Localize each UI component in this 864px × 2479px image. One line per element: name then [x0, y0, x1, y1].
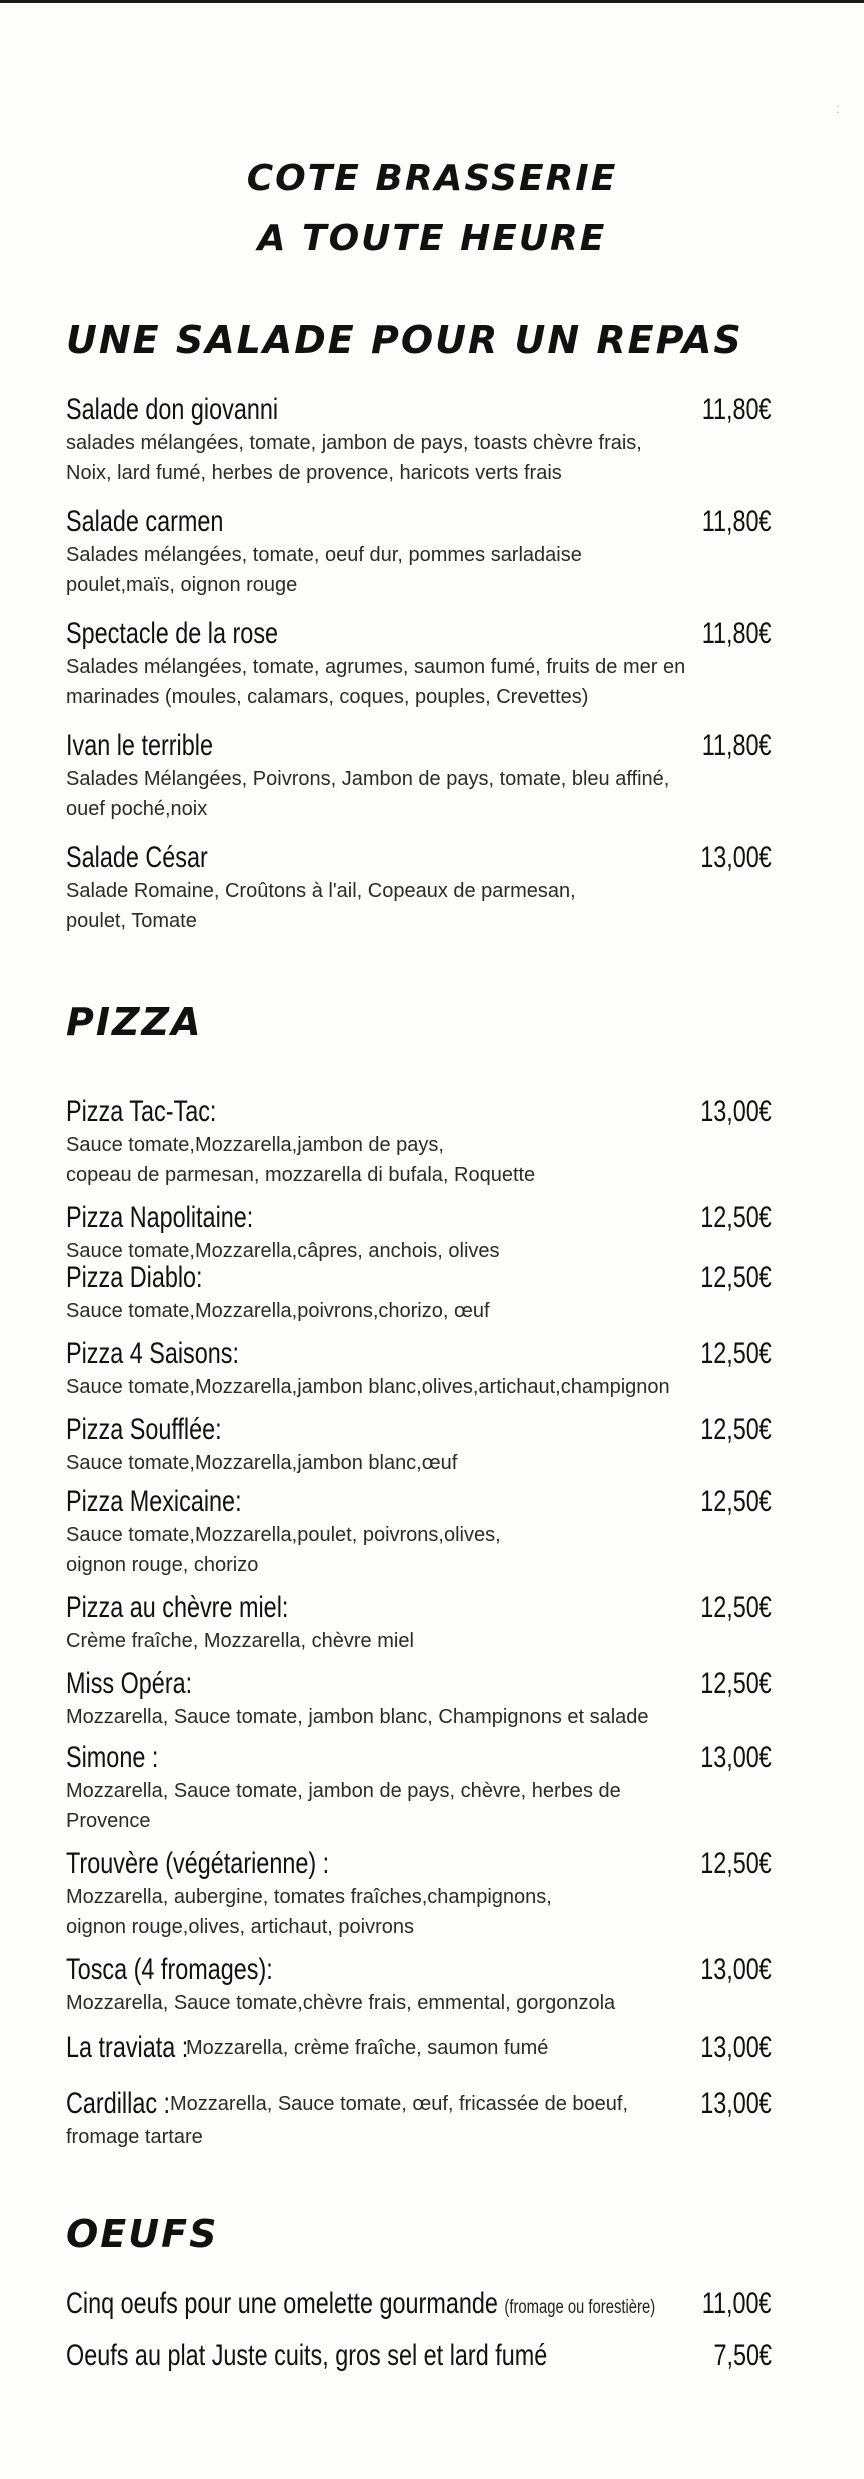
item-name: Salade carmen [66, 505, 224, 538]
item-description: salades mélangées, tomate, jambon de pays, toasts chèvre frais, [66, 432, 642, 454]
item-price: 13,00€ [700, 1095, 772, 1128]
item-price: 11,80€ [702, 617, 772, 650]
item-description: Mozzarella, Sauce tomate,chèvre frais, emmental, gorgonzola [66, 1992, 616, 2014]
item-description: Provence [66, 1810, 151, 1832]
item-description: Mozzarella, Sauce tomate, œuf, fricassée de boeuf, [170, 2093, 628, 2115]
item-description: oignon rouge, chorizo [66, 1554, 259, 1576]
item-description: ouef poché,noix [66, 798, 208, 820]
item-price: 12,50€ [700, 1591, 772, 1624]
item-description: Sauce tomate,Mozzarella,câpres, anchois, olives [66, 1240, 500, 1262]
item-price: 12,50€ [700, 1847, 772, 1880]
item-name: Cardillac : [66, 2087, 171, 2120]
menu-item [66, 1336, 772, 1402]
menu-item [66, 1590, 772, 1656]
item-name [66, 2286, 655, 2326]
item-description: Salades mélangées, tomate, oeuf dur, pommes sarladaise [66, 544, 582, 566]
menu-item [66, 392, 772, 488]
item-name: Salade don giovanni [66, 393, 279, 426]
item-description: Sauce tomate,Mozzarella,jambon blanc,olives,artichaut,champignon [66, 1376, 670, 1398]
item-name: Salade César [66, 841, 208, 874]
item-price: 11,00€ [702, 2287, 772, 2320]
item-description: oignon rouge,olives, artichaut, poivrons [66, 1916, 414, 1938]
menu-item [66, 1412, 772, 1478]
menu-title-line-1: COTE BRASSERIE [246, 158, 618, 199]
menu-item [66, 840, 772, 936]
menu-item [66, 2086, 772, 2152]
item-price: 12,50€ [700, 1201, 772, 1234]
item-name: La traviata : [66, 2031, 189, 2064]
item-price: 11,80€ [702, 393, 772, 426]
item-name: Oeufs au plat Juste cuits, gros sel et lard fumé [66, 2339, 548, 2372]
menu-item [66, 1952, 772, 2018]
menu-item [66, 1740, 772, 1836]
item-name: Pizza au chèvre miel: [66, 1591, 289, 1624]
menu-item [66, 1200, 772, 1266]
menu-item [66, 504, 772, 600]
item-description: Mozzarella, aubergine, tomates fraîches,champignons, [66, 1886, 552, 1908]
item-name: Pizza Diablo: [66, 1261, 203, 1294]
item-price: 13,00€ [700, 1741, 772, 1774]
item-description: Sauce tomate,Mozzarella,poivrons,chorizo, œuf [66, 1300, 490, 1322]
item-description: Sauce tomate,Mozzarella,jambon de pays, [66, 1134, 444, 1156]
menu-item [66, 728, 772, 824]
item-price: 13,00€ [700, 2087, 772, 2120]
section-title-oeufs: OEUFS [66, 2212, 219, 2256]
item-price: 7,50€ [713, 2339, 772, 2372]
item-description: Crème fraîche, Mozzarella, chèvre miel [66, 1630, 414, 1652]
menu-title-line-2: A TOUTE HEURE [257, 218, 607, 259]
item-name: Miss Opéra: [66, 1667, 193, 1700]
scan-mark: : [836, 100, 840, 116]
section-title-pizza: PIZZA [66, 1000, 203, 1044]
item-description: Sauce tomate,Mozzarella,jambon blanc,œuf [66, 1452, 458, 1474]
item-name: Pizza 4 Saisons: [66, 1337, 239, 1370]
menu-item [66, 1666, 772, 1732]
menu-item [66, 2030, 772, 2066]
item-description: poulet, Tomate [66, 910, 197, 932]
item-name: Tosca (4 fromages): [66, 1953, 273, 1986]
item-name: Spectacle de la rose [66, 617, 279, 650]
item-description: Mozzarella, Sauce tomate, jambon de pays, chèvre, herbes de [66, 1780, 621, 1802]
item-description: marinades (moules, calamars, coques, pouples, Crevettes) [66, 686, 589, 708]
item-description: copeau de parmesan, mozzarella di bufala, Roquette [66, 1164, 536, 1186]
item-price: 12,50€ [700, 1485, 772, 1518]
item-description: Sauce tomate,Mozzarella,poulet, poivrons,olives, [66, 1524, 501, 1546]
item-name: Trouvère (végétarienne) : [66, 1847, 330, 1880]
item-description: Mozzarella, Sauce tomate, jambon blanc, Champignons et salade [66, 1706, 649, 1728]
item-price: 13,00€ [700, 2031, 772, 2064]
menu-item [66, 2286, 772, 2322]
item-name: Pizza Tac-Tac: [66, 1095, 217, 1128]
item-price: 11,80€ [702, 729, 772, 762]
item-price: 13,00€ [700, 841, 772, 874]
item-description: poulet,maïs, oignon rouge [66, 574, 298, 596]
item-price: 11,80€ [702, 505, 772, 538]
menu-item [66, 1094, 772, 1190]
menu-item [66, 616, 772, 712]
item-price: 12,50€ [700, 1337, 772, 1370]
item-description: Salades mélangées, tomate, agrumes, saumon fumé, fruits de mer en [66, 656, 686, 678]
item-price: 12,50€ [700, 1667, 772, 1700]
menu-item [66, 1260, 772, 1326]
item-name: Ivan le terrible [66, 729, 213, 762]
item-description: Noix, lard fumé, herbes de provence, haricots verts frais [66, 462, 562, 484]
item-description: Salades Mélangées, Poivrons, Jambon de pays, tomate, bleu affiné, [66, 768, 670, 790]
item-description: Salade Romaine, Croûtons à l'ail, Copeaux de parmesan, [66, 880, 576, 902]
item-name: Simone : [66, 1741, 159, 1774]
item-name-note: (fromage ou forestière) [504, 2297, 656, 2318]
menu-item [66, 2338, 772, 2374]
item-name: Pizza Soufflée: [66, 1413, 222, 1446]
item-price: 13,00€ [700, 1953, 772, 1986]
menu-item [66, 1484, 772, 1580]
item-description: fromage tartare [66, 2126, 203, 2148]
menu-item [66, 1846, 772, 1942]
section-title-salads: UNE SALADE POUR UN REPAS [66, 318, 743, 362]
item-name-main: Cinq oeufs pour une omelette gourmande [66, 2287, 498, 2320]
item-price: 12,50€ [700, 1261, 772, 1294]
item-name: Pizza Napolitaine: [66, 1201, 254, 1234]
item-name: Pizza Mexicaine: [66, 1485, 242, 1518]
item-price: 12,50€ [700, 1413, 772, 1446]
item-description: Mozzarella, crème fraîche, saumon fumé [186, 2037, 549, 2059]
